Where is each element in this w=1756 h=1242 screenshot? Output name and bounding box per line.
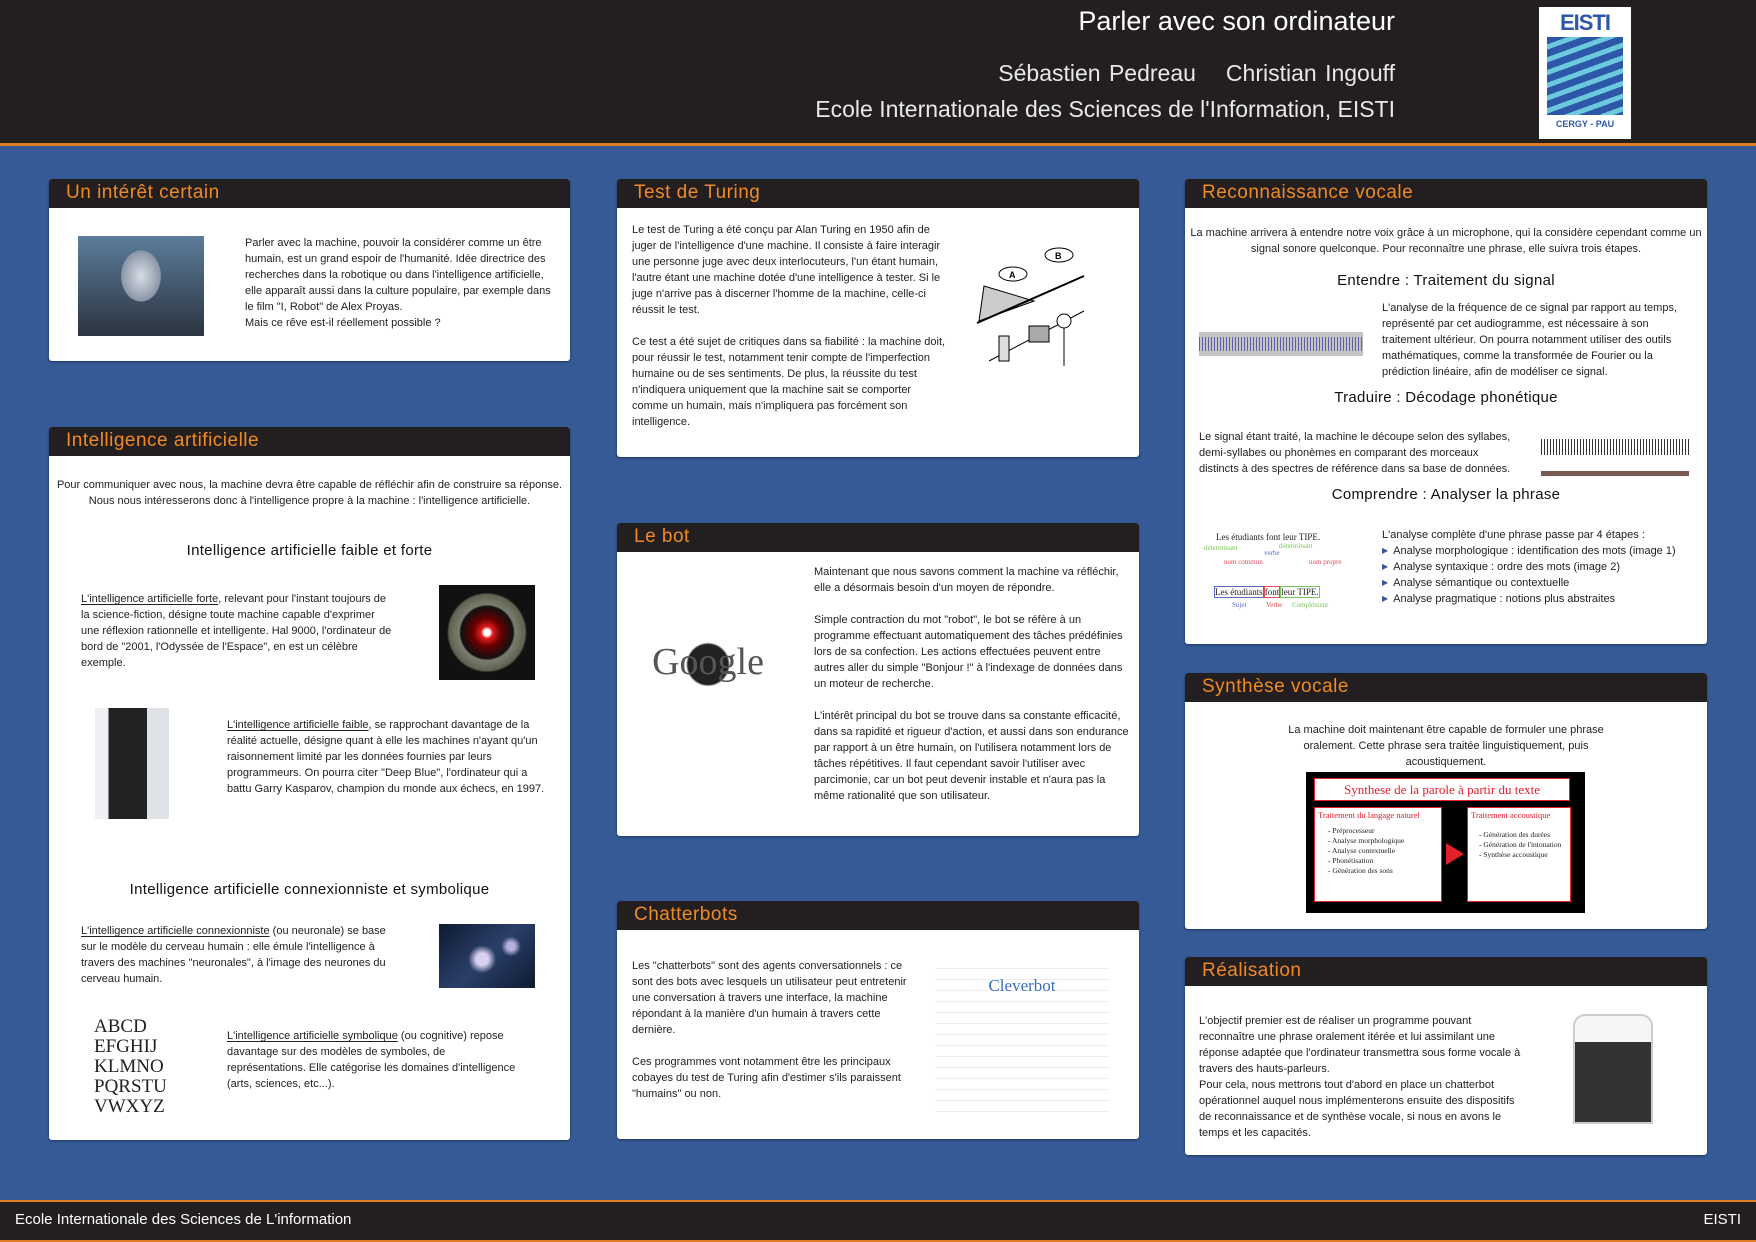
- sentence: Les étudiants font leur TIPE.: [1216, 532, 1321, 542]
- morph-label: nom commun: [1224, 558, 1263, 566]
- block-turing: [617, 179, 1139, 457]
- sentence-analysis-image: [1204, 532, 1354, 614]
- sentence-part: font: [1264, 587, 1280, 597]
- paragraph: Ce test a été sujet de critiques dans sa fiabilité : la machine doit, pour réussir le test, notamment tenir compte de l'imperfection humaine ou de ses sentiments. De plus, la réussite du test n'indiquera uniquement que la machine sait se comporter comme un humain, mais n'impliquera pas forcément son intelligence.: [632, 336, 946, 428]
- block-interet: [49, 179, 570, 361]
- block-synthese: [1185, 673, 1707, 929]
- ia-forte-text: [81, 591, 396, 671]
- paragraph: Ces programmes vont notamment être les principaux cobayes du test de Turing afin d'estimer s'ils paraissent "humains" ou non.: [632, 1056, 901, 1100]
- alphabet-image: [94, 1017, 174, 1117]
- ia-symb-text: [227, 1028, 527, 1092]
- term: L'intelligence artificielle symbolique: [227, 1030, 398, 1042]
- author: Sébastien Pedreau: [998, 60, 1196, 86]
- poster-header: [0, 0, 1756, 146]
- block-title: Réalisation: [1185, 957, 1707, 986]
- logo-text: EISTI: [1559, 10, 1610, 35]
- paragraph: Parler avec la machine, pouvoir la considérer comme un être humain, est un grand espoir de l'humanité. Idée directrice des recherches dans la robotique ou dans l'intelligence artificielle, elle apparaît aussi dans la culture populaire, par exemple dans le film "I, Robot" de Alex Proyas.: [245, 237, 551, 313]
- alphabet-line: KLMNO: [94, 1056, 164, 1077]
- role-label: Verbe: [1266, 601, 1283, 609]
- subheading: Entendre : Traitement du signal: [1337, 272, 1555, 289]
- list-intro: L'analyse complète d'une phrase passe par 4 étapes :: [1382, 529, 1645, 541]
- logo-subtext: CERGY - PAU: [1555, 119, 1615, 129]
- synthese-intro: La machine doit maintenant être capable de formuler une phrase oralement. Cette phrase sera traitée linguistiquement, puis acoustiquement.: [1288, 724, 1604, 768]
- box-item: - Analyse morphologique: [1328, 836, 1405, 845]
- interet-text: [245, 235, 555, 331]
- reco-intro: La machine arrivera à entendre notre voix grâce à un microphone, qui la considère cependant comme un signal sonore quelconque. Pour reconnaître une phrase, elle suivra trois étapes.: [1190, 227, 1702, 255]
- diagram-right-box: [1467, 807, 1571, 902]
- ia-intro: Pour communiquer avec nous, la machine devra être capable de réfléchir afin de construire sa réponse. Nous nous intéresserons donc à l'intelligence propre à la machine : l'intelligence artificielle.: [56, 479, 563, 507]
- term: L'intelligence artificielle faible: [227, 719, 369, 731]
- authors: [998, 60, 1395, 87]
- block-title: Un intérêt certain: [49, 179, 570, 208]
- alphabet-line: EFGHIJ: [94, 1036, 158, 1057]
- list-item: ▶ Analyse sémantique ou contextuelle: [1382, 575, 1702, 591]
- block-title: Intelligence artificielle: [49, 427, 570, 456]
- list-item: ▶ Analyse pragmatique : notions plus abstraites: [1382, 591, 1702, 607]
- block-reconnaissance: [1185, 179, 1707, 644]
- audiogram-image: [1199, 332, 1363, 356]
- paragraph: Maintenant que nous savons comment la machine va réfléchir, elle a désormais besoin d'un moyen de répondre.: [814, 566, 1119, 594]
- iphone-siri-image: [1573, 1014, 1653, 1124]
- box-item: - Génération de l'intonation: [1479, 840, 1562, 849]
- footer-right: EISTI: [1703, 1211, 1741, 1228]
- analysis-steps: [1382, 527, 1702, 607]
- text: , relevant pour l'instant toujours de la science-fiction, désigne toute machine capable d'exprimer une réflexion rationnelle et intelligente. Hal 9000, l'ordinateur de bord de "2001, l'Odyssée de l'Espace", en est un célèbre exemple.: [81, 593, 392, 669]
- reco-text2: Le signal étant traité, la machine le découpe selon des syllabes, demi-syllabes ou phonèmes en comparant des morceaux distincts à des spectres de référence dans sa base de données.: [1199, 431, 1511, 475]
- paragraph: Le test de Turing a été conçu par Alan Turing en 1950 afin de juger de l'intelligence d'une machine. Il consiste à faire interagir une personne juge avec deux interlocuteurs, l'un étant humain, l'autre étant une machine dotée d'une intelligence à tester. Si le juge n'arrive pas à discerner l'homme de la machine, celle-ci réussit le test.: [632, 224, 941, 316]
- turing-test-illustration: [974, 241, 1109, 370]
- morph-label: déterminant: [1204, 544, 1238, 552]
- ia-faible-text: [227, 717, 545, 797]
- affiliation: Ecole Internationale des Sciences de l'Information, EISTI: [815, 96, 1395, 122]
- logo-graphic: [1547, 37, 1623, 115]
- neurons-image: [439, 924, 535, 988]
- subheading: Comprendre : Analyser la phrase: [1331, 486, 1561, 503]
- term: L'intelligence artificielle connexionniste: [81, 925, 270, 937]
- alphabet-line: PQRSTU: [94, 1076, 167, 1097]
- paragraph: L'intérêt principal du bot se trouve dans sa constante efficacité, dans sa rapidité et rigueur d'action, et aussi dans son endurance par rapport à un être humain, on l'utilisera notamment lors de tâches répétitives. Il faut cependant savoir l'utiliser avec parcimonie, car un bot peut devenir instable et n'aura pas la même rationalité que son utilisateur.: [814, 710, 1129, 802]
- reco-text1: L'analyse de la fréquence de ce signal par rapport au temps, représenté par cet audiogramme, est nécessaire à son traitement ultérieur. On pourra notamment utiliser des outils mathématiques, comme la transformée de Fourier ou la prédiction linéaire, afin de modéliser ce signal.: [1382, 302, 1678, 378]
- box-item: - Synthèse accoustique: [1479, 850, 1548, 859]
- diagram-left-box: [1314, 807, 1442, 902]
- block-title: Le bot: [617, 523, 1139, 552]
- arrow-right-icon: [1446, 843, 1464, 865]
- block-title: Reconnaissance vocale: [1185, 179, 1707, 208]
- realisation-text: [1199, 1013, 1524, 1141]
- chatterbots-text: [632, 958, 907, 1102]
- subheading: Traduire : Décodage phonétique: [1334, 389, 1558, 406]
- paragraph: Mais ce rêve est-il réellement possible ?: [245, 317, 441, 329]
- role-label: Complément: [1292, 601, 1329, 609]
- subheading: Intelligence artificielle faible et forte: [186, 542, 433, 559]
- box-item: - Génération des durées: [1479, 830, 1551, 839]
- box-title: Traitement du langage naturel: [1318, 810, 1420, 820]
- term: L'intelligence artificielle forte: [81, 593, 219, 605]
- robot-image: [78, 236, 204, 336]
- tts-diagram: [1306, 772, 1585, 913]
- paragraph: Pour cela, nous mettrons tout d'abord en place un chatterbot opérationnel auquel nous implémenterons ensuite des dispositifs de reconnaissance et de synthèse vocale, si nous en avons le temps et les capacités.: [1199, 1079, 1515, 1139]
- morph-label: nom propre: [1309, 558, 1342, 566]
- block-chatterbots: [617, 901, 1139, 1139]
- box-title: Traitement accoustique: [1471, 810, 1551, 820]
- paragraph: L'objectif premier est de réaliser un programme pouvant reconnaître une phrase oralement itérée et lui assimilant une réponse adaptée que l'ordinateur transmettra sous forme vocale à travers des hauts-parleurs.: [1199, 1015, 1521, 1075]
- block-title: Synthèse vocale: [1185, 673, 1707, 702]
- paragraph: Simple contraction du mot "robot", le bot se réfère à un programme effectuant automatiquement des tâches prédéfinies lors de sa confection. Les actions effectuées peuvent entre autres aller du simple "Bonjour !" à l'indexage de données dans un moteur de recherche.: [814, 614, 1123, 690]
- box-item: - Phonétisation: [1328, 856, 1374, 865]
- list-item: ▶ Analyse syntaxique : ordre des mots (image 2): [1382, 559, 1702, 575]
- block-title: Chatterbots: [617, 901, 1139, 930]
- block-title: Test de Turing: [617, 179, 1139, 208]
- footer-left: Ecole Internationale des Sciences de L'information: [15, 1211, 352, 1228]
- box-item: - Analyse contextuelle: [1328, 846, 1396, 855]
- eisti-logo: [1539, 7, 1631, 139]
- block-ia: [49, 427, 570, 1140]
- deep-blue-image: [95, 708, 169, 819]
- list-item: ▶ Analyse morphologique : identification des mots (image 1): [1382, 543, 1702, 559]
- text: (ou neuronale) se base sur le modèle du cerveau humain : elle émule l'intelligence à travers des machines "neuronales", à l'image des neurones du cerveau humain.: [81, 925, 386, 985]
- alphabet-line: ABCD: [94, 1017, 147, 1037]
- poster-title: Parler avec son ordinateur: [1078, 6, 1395, 36]
- hal9000-image: [439, 585, 535, 680]
- role-label: Sujet: [1232, 601, 1247, 609]
- turing-text: [632, 222, 950, 430]
- morph-label: déterminant: [1279, 542, 1313, 550]
- sentence-part: leur TIPE.: [1281, 587, 1319, 597]
- box-item: - Préprocesseur: [1328, 826, 1375, 835]
- bot-text: [814, 564, 1129, 804]
- google-bot-image: Google: [641, 627, 775, 734]
- text: , se rapprochant davantage de la réalité actuelle, désigne quant à elle les machines n'ayant qu'un raisonnement limité par les données fournies par leurs programmeurs. On pourra citer "Deep Blue", l'ordinateur qui a battu Garry Kasparov, champion du monde aux échecs, en 1997.: [227, 719, 545, 795]
- block-bot: [617, 523, 1139, 836]
- cleverbot-screenshot: [935, 958, 1109, 1115]
- author: Christian Ingouff: [1225, 60, 1395, 86]
- poster-footer: [0, 1200, 1756, 1242]
- alphabet-line: VWXYZ: [94, 1096, 165, 1117]
- label-b: B: [1055, 251, 1062, 261]
- subheading: Intelligence artificielle connexionniste et symbolique: [129, 881, 490, 898]
- box-item: - Génération des sons: [1328, 866, 1393, 875]
- paragraph: Les "chatterbots" sont des agents conversationnels : ce sont des bots avec lesquels un utilisateur peut entretenir une conversation à travers une interface, la machine répondant à la manière d'un humain à travers cette dernière.: [632, 960, 907, 1036]
- diagram-title: Synthese de la parole à partir du texte: [1314, 778, 1570, 801]
- text: (ou cognitive) repose davantage sur des modèles de symboles, de représentations. Elle catégorise les domaines d'intelligence (arts, sciences, etc...).: [227, 1030, 516, 1090]
- spectrogram-image: [1541, 431, 1689, 476]
- morph-label: verbe: [1264, 549, 1280, 557]
- block-realisation: [1185, 957, 1707, 1155]
- cleverbot-logo: Cleverbot: [988, 976, 1056, 995]
- sentence-part: Les étudiants: [1215, 587, 1263, 597]
- label-a: A: [1009, 270, 1016, 280]
- ia-connex-text: [81, 923, 396, 987]
